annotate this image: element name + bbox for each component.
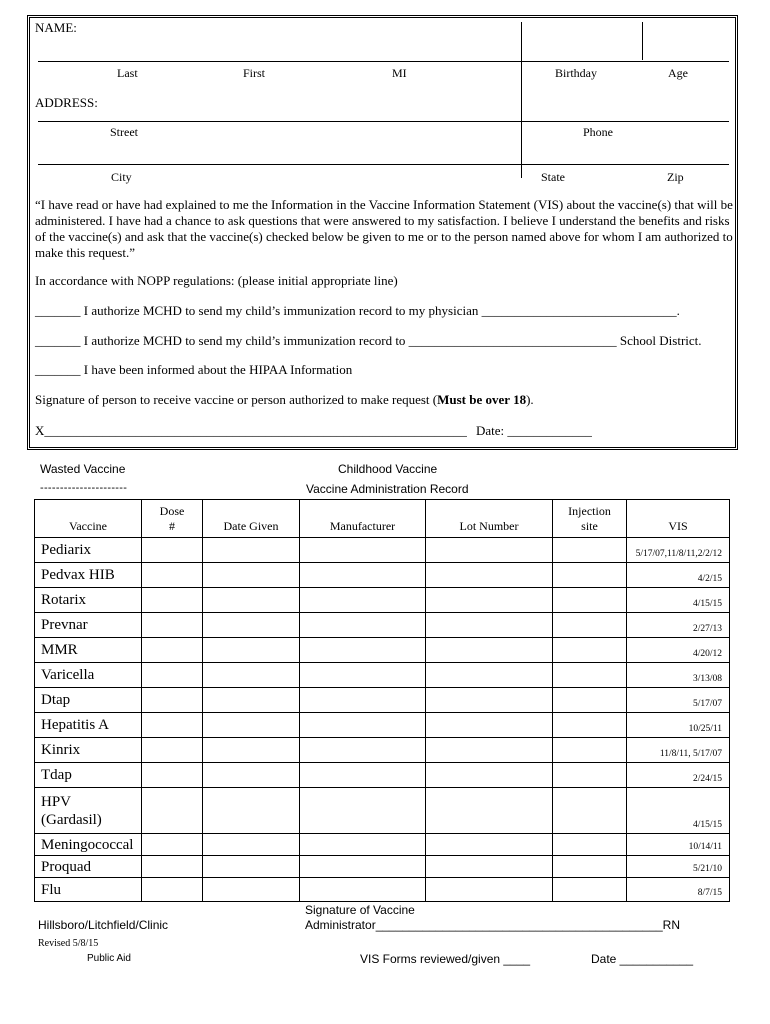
name-line[interactable] <box>38 61 729 62</box>
vis-consent-statement: “I have read or have had explained to me the Information in the Vaccine Information Statement (VIS) about the vaccine(s) that will be administered. I have had a chance to ask questions that were answered to my satisfaction. I believe I understand the benefits and risks of the vaccine(s) and ask that the vaccine(s) checked below be given to me or to the person named above for whom I am authorized to make this request.” <box>35 197 733 260</box>
manufacturer-cell[interactable] <box>300 763 426 788</box>
header-lot-number: Lot Number <box>426 500 553 538</box>
manufacturer-cell[interactable] <box>300 538 426 563</box>
first-label: First <box>243 66 266 80</box>
phone-label: Phone <box>583 125 613 139</box>
injection-site-cell[interactable] <box>553 738 627 763</box>
date-given-cell[interactable] <box>203 613 300 638</box>
injection-site-cell[interactable] <box>553 834 627 856</box>
vaccine-name: Flu <box>35 878 142 902</box>
manufacturer-cell[interactable] <box>300 788 426 834</box>
injection-site-cell[interactable] <box>553 538 627 563</box>
vaccine-name: HPV (Gardasil) <box>35 788 142 834</box>
address-label: ADDRESS: <box>35 95 98 110</box>
vis-date: 5/17/07,11/8/11,2/2/12 <box>627 538 730 563</box>
lot-number-cell[interactable] <box>426 638 553 663</box>
date-given-cell[interactable] <box>203 538 300 563</box>
date-given-cell[interactable] <box>203 788 300 834</box>
vaccine-name: Meningococcal <box>35 834 142 856</box>
lot-number-cell[interactable] <box>426 878 553 902</box>
vis-date: 4/15/15 <box>627 588 730 613</box>
vis-date: 2/27/13 <box>627 613 730 638</box>
dose-cell[interactable] <box>142 688 203 713</box>
date-given-cell[interactable] <box>203 763 300 788</box>
nopp-intro: In accordance with NOPP regulations: (please initial appropriate line) <box>35 273 398 288</box>
age-label: Age <box>668 66 688 80</box>
city-line[interactable] <box>38 164 729 165</box>
table-row <box>35 856 730 878</box>
header-dose: Dose # <box>142 500 203 538</box>
dose-cell[interactable] <box>142 856 203 878</box>
injection-site-cell[interactable] <box>553 878 627 902</box>
table-row <box>35 878 730 902</box>
date-given-cell[interactable] <box>203 856 300 878</box>
name-label: NAME: <box>35 20 77 35</box>
dose-cell[interactable] <box>142 638 203 663</box>
lot-number-cell[interactable] <box>426 663 553 688</box>
vis-date: 3/13/08 <box>627 663 730 688</box>
vis-date: 4/2/15 <box>627 563 730 588</box>
wasted-vaccine-line[interactable]: ---------------------- <box>40 482 128 494</box>
vaccine-name: Kinrix <box>35 738 142 763</box>
manufacturer-cell[interactable] <box>300 834 426 856</box>
table-row <box>35 763 730 788</box>
manufacturer-cell[interactable] <box>300 738 426 763</box>
school-authorization-line[interactable]: _______ I authorize MCHD to send my child’s immunization record to ________________________________ School District. <box>35 333 702 348</box>
vaccine-name: Hepatitis A <box>35 713 142 738</box>
table-row <box>35 663 730 688</box>
manufacturer-cell[interactable] <box>300 878 426 902</box>
zip-label: Zip <box>667 170 684 184</box>
dose-cell[interactable] <box>142 613 203 638</box>
childhood-vaccine-title: Childhood Vaccine <box>338 462 438 476</box>
vaccine-name: Pediarix <box>35 538 142 563</box>
dose-cell[interactable] <box>142 834 203 856</box>
city-label: City <box>111 170 132 184</box>
date-given-cell[interactable] <box>203 688 300 713</box>
lot-number-cell[interactable] <box>426 538 553 563</box>
state-label: State <box>541 170 565 184</box>
vaccine-name: Varicella <box>35 663 142 688</box>
vis-date: 5/21/10 <box>627 856 730 878</box>
lot-number-cell[interactable] <box>426 738 553 763</box>
injection-site-cell[interactable] <box>553 613 627 638</box>
vis-date: 5/17/07 <box>627 688 730 713</box>
dose-cell[interactable] <box>142 588 203 613</box>
header-vis: VIS <box>627 500 730 538</box>
vaccine-name: MMR <box>35 638 142 663</box>
revised-date: Revised 5/8/15 <box>38 938 99 949</box>
footer-date-line[interactable]: Date ___________ <box>591 952 694 966</box>
vis-date: 4/15/15 <box>627 788 730 834</box>
vaccine-name: Pedvax HIB <box>35 563 142 588</box>
manufacturer-cell[interactable] <box>300 713 426 738</box>
lot-number-cell[interactable] <box>426 856 553 878</box>
dose-cell[interactable] <box>142 788 203 834</box>
injection-site-cell[interactable] <box>553 856 627 878</box>
table-row <box>35 638 730 663</box>
header-manufacturer: Manufacturer <box>300 500 426 538</box>
last-label: Last <box>117 66 138 80</box>
table-row <box>35 788 730 834</box>
birthday-label: Birthday <box>555 66 597 80</box>
lot-number-cell[interactable] <box>426 613 553 638</box>
table-row <box>35 613 730 638</box>
hipaa-acknowledgement-line[interactable]: _______ I have been informed about the HIPAA Information <box>35 362 353 377</box>
injection-site-cell[interactable] <box>553 588 627 613</box>
vaccine-name: Proquad <box>35 856 142 878</box>
table-row <box>35 563 730 588</box>
physician-authorization-line[interactable]: _______ I authorize MCHD to send my child’s immunization record to my physician ______________________________. <box>35 303 680 318</box>
table-row <box>35 688 730 713</box>
public-aid-label: Public Aid <box>87 953 131 964</box>
date-given-cell[interactable] <box>203 738 300 763</box>
vis-date: 8/7/15 <box>627 878 730 902</box>
vis-date: 11/8/11, 5/17/07 <box>627 738 730 763</box>
injection-site-cell[interactable] <box>553 688 627 713</box>
date-given-cell[interactable] <box>203 663 300 688</box>
manufacturer-cell[interactable] <box>300 688 426 713</box>
injection-site-cell[interactable] <box>553 713 627 738</box>
lot-number-cell[interactable] <box>426 834 553 856</box>
injection-site-cell[interactable] <box>553 788 627 834</box>
vis-date: 2/24/15 <box>627 763 730 788</box>
dose-cell[interactable] <box>142 738 203 763</box>
manufacturer-cell[interactable] <box>300 563 426 588</box>
date-given-cell[interactable] <box>203 563 300 588</box>
dose-cell[interactable] <box>142 663 203 688</box>
dose-cell[interactable] <box>142 538 203 563</box>
table-row <box>35 538 730 563</box>
lot-number-cell[interactable] <box>426 563 553 588</box>
injection-site-cell[interactable] <box>553 563 627 588</box>
injection-site-cell[interactable] <box>553 663 627 688</box>
vaccine-name: Prevnar <box>35 613 142 638</box>
injection-site-cell[interactable] <box>553 763 627 788</box>
table-row <box>35 738 730 763</box>
header-vaccine: Vaccine <box>35 500 142 538</box>
lot-number-cell[interactable] <box>426 688 553 713</box>
table-header-row <box>35 500 730 538</box>
dose-cell[interactable] <box>142 563 203 588</box>
signature-date-line[interactable]: Date: _____________ <box>476 423 592 438</box>
vertical-divider <box>521 22 522 178</box>
header-date-given: Date Given <box>203 500 300 538</box>
dose-cell[interactable] <box>142 878 203 902</box>
table-row <box>35 713 730 738</box>
vaccine-administration-table <box>34 499 730 902</box>
record-title: Vaccine Administration Record <box>306 482 469 496</box>
date-given-cell[interactable] <box>203 834 300 856</box>
table-row <box>35 588 730 613</box>
vaccine-name: Rotarix <box>35 588 142 613</box>
date-given-cell[interactable] <box>203 878 300 902</box>
vis-date: 10/14/11 <box>627 834 730 856</box>
manufacturer-cell[interactable] <box>300 856 426 878</box>
dose-cell[interactable] <box>142 763 203 788</box>
manufacturer-cell[interactable] <box>300 588 426 613</box>
injection-site-cell[interactable] <box>553 638 627 663</box>
vaccine-name: Tdap <box>35 763 142 788</box>
date-given-cell[interactable] <box>203 588 300 613</box>
administrator-signature-label: Signature of Vaccine <box>305 903 415 917</box>
wasted-vaccine-label: Wasted Vaccine <box>40 462 126 476</box>
vis-date: 4/20/12 <box>627 638 730 663</box>
table-row <box>35 834 730 856</box>
dose-cell[interactable] <box>142 713 203 738</box>
lot-number-cell[interactable] <box>426 588 553 613</box>
administrator-signature-line[interactable]: Administrator___________________________________________RN <box>305 918 680 932</box>
vis-date: 10/25/11 <box>627 713 730 738</box>
lot-number-cell[interactable] <box>426 713 553 738</box>
lot-number-cell[interactable] <box>426 788 553 834</box>
street-line[interactable] <box>38 121 729 122</box>
manufacturer-cell[interactable] <box>300 613 426 638</box>
street-label: Street <box>110 125 138 139</box>
signature-instruction: Signature of person to receive vaccine or person authorized to make request (Must be over 18). <box>35 392 534 407</box>
vaccine-name: Dtap <box>35 688 142 713</box>
manufacturer-cell[interactable] <box>300 638 426 663</box>
signature-line[interactable]: X_________________________________________________________________ <box>35 423 467 438</box>
age-divider <box>642 22 643 60</box>
manufacturer-cell[interactable] <box>300 663 426 688</box>
clinic-label: Hillsboro/Litchfield/Clinic <box>38 918 169 932</box>
date-given-cell[interactable] <box>203 713 300 738</box>
mi-label: MI <box>392 66 407 80</box>
vis-forms-reviewed-line[interactable]: VIS Forms reviewed/given ____ <box>360 952 531 966</box>
lot-number-cell[interactable] <box>426 763 553 788</box>
header-injection-site: Injection site <box>553 500 627 538</box>
date-given-cell[interactable] <box>203 638 300 663</box>
